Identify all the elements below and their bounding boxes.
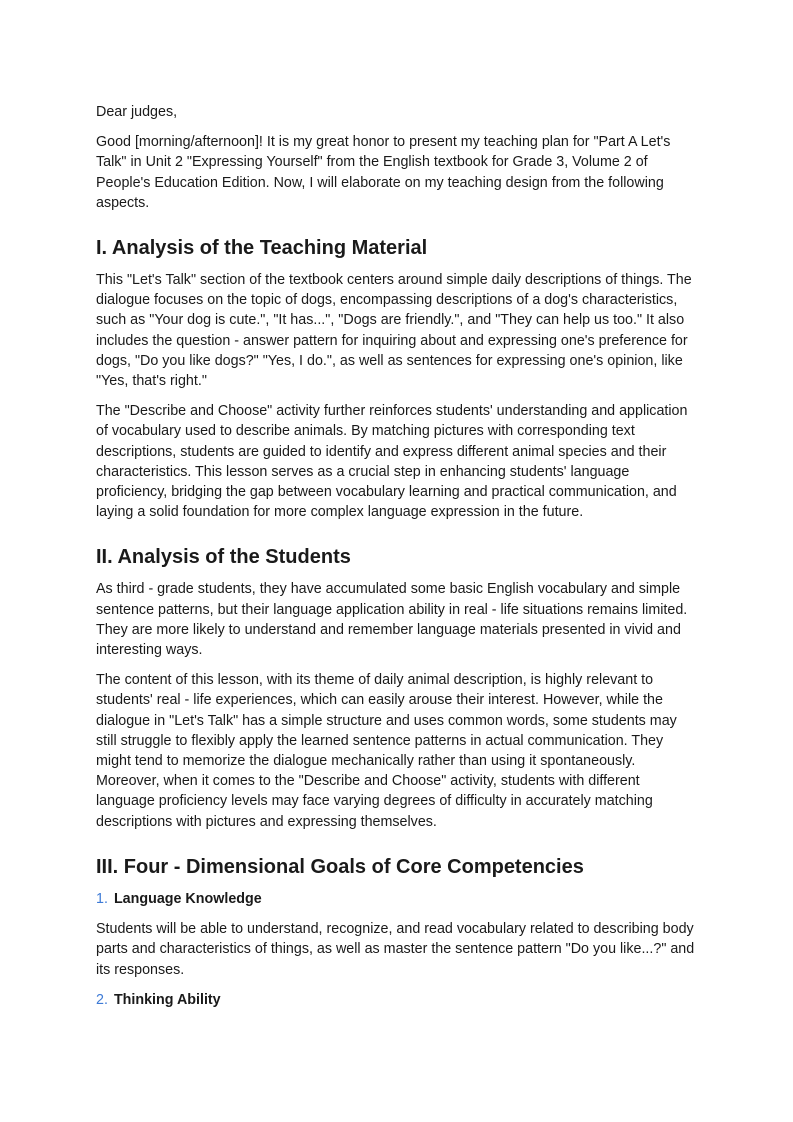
paragraph: Students will be able to understand, recognize, and read vocabulary related to describing body parts and characteristics of things, as well as master the sentence pattern "Do you like...?" and its responses. (96, 921, 695, 978)
paragraph: The "Describe and Choose" activity further reinforces students' understanding and application of vocabulary used to describe animals. By matching pictures with corresponding text descriptions, students are guided to identify and express different animal species and their characteristics. This lesson serves as a crucial step in enhancing students' language proficiency, bridging the gap between vocabulary learning and practical communication, and laying a solid foundation for more complex language expression in the future. (96, 403, 688, 521)
paragraph: The content of this lesson, with its theme of daily animal description, is highly relevant to students' real - life experiences, which can easily arouse their interest. However, while the dialogue in "Let's Talk" has a simple structure and uses common words, some students may still struggle to flexibly apply the learned sentence patterns in actual communication. They might tend to memorize the dialogue mechanically rather than using it spontaneously. Moreover, when it comes to the "Describe and Choose" activity, students with different language proficiency levels may face varying degrees of difficulty in accurately matching descriptions with pictures and expressing themselves. (96, 672, 677, 830)
greeting: Dear judges, (96, 104, 178, 120)
section-heading-teaching-material: I. Analysis of the Teaching Material (96, 237, 428, 260)
subsection-heading-language-knowledge (96, 889, 700, 909)
paragraph: This "Let's Talk" section of the textbook centers around simple daily descriptions of things. The dialogue focuses on the topic of dogs, encompassing descriptions of a dog's characteristics, such as "Your dog is cute.", "It has...", "Dogs are friendly.", and "They can help us too." It also includes the question - answer pattern for inquiring about and expressing one's preference for dogs, "Do you like dogs?" "Yes, I do.", as well as sentences for expressing one's opinion, like "Yes, that's right." (96, 272, 692, 390)
document-page (96, 102, 700, 1020)
paragraph: As third - grade students, they have accumulated some basic English vocabulary and simple sentence patterns, but their language application ability in real - life situations remains limited. They are more likely to understand and remember language materials presented in vivid and interesting ways. (96, 581, 688, 659)
list-number: 2. (96, 991, 108, 1008)
subsection-title: Thinking Ability (113, 991, 221, 1008)
subsection-heading-thinking-ability (96, 990, 700, 1010)
section-heading-goals: III. Four - Dimensional Goals of Core Competencies (96, 855, 584, 878)
intro-paragraph: Good [morning/afternoon]! It is my great honor to present my teaching plan for "Part A Let's Talk" in Unit 2 "Expressing Yourself" from the English textbook for Grade 3, Volume 2 of People's Education Edition. Now, I will elaborate on my teaching design from the following aspects. (96, 134, 671, 211)
list-number: 1. (96, 890, 108, 907)
section-heading-students: II. Analysis of the Students (96, 546, 351, 569)
subsection-title: Language Knowledge (113, 890, 262, 907)
